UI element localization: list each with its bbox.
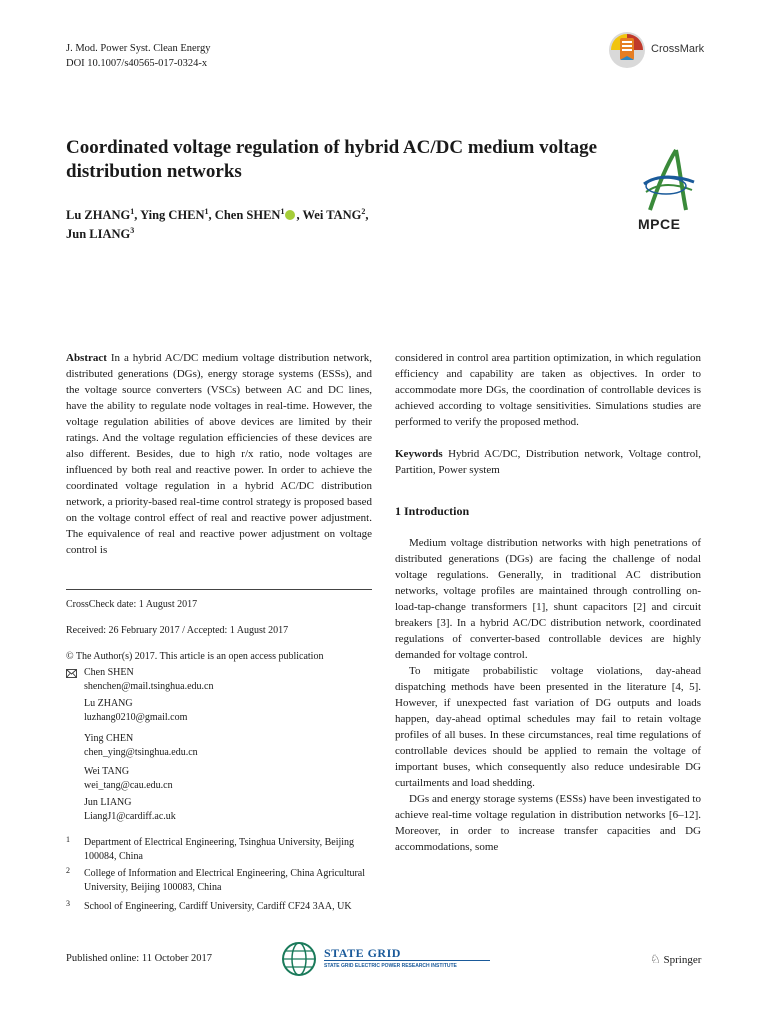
affiliation-ref: 2	[361, 207, 366, 216]
author-list: Lu ZHANG$^1$, Ying CHEN$^1$, Chen SHEN$^1$ , Wei TANG$^2$, Jun LIANG$^3$	[66, 207, 369, 242]
stategrid-title: STATE GRID	[324, 946, 401, 960]
affiliation-ref: 3	[130, 226, 135, 236]
crosscheck-date: CrossCheck date: 1 August 2017	[66, 599, 198, 610]
copyright: © The Author(s) 2017. This article is an open access publication	[66, 651, 324, 662]
affiliation-number: 3	[66, 899, 70, 908]
stategrid-subtitle: STATE GRID ELECTRIC POWER RESEARCH INSTITUTE	[324, 963, 457, 969]
right-column	[395, 350, 701, 855]
contact-email[interactable]: chen_ying@tsinghua.edu.cn	[84, 747, 198, 758]
published-date: Published online: 11 October 2017	[66, 953, 213, 964]
journal-name: J. Mod. Power Syst. Clean Energy	[66, 43, 211, 54]
contact-email[interactable]: shenchen@mail.tsinghua.edu.cn	[84, 681, 214, 692]
orcid-icon[interactable]	[285, 210, 295, 220]
crossmark-label: CrossMark	[651, 43, 705, 55]
intro-paragraph: Medium voltage distribution networks with high penetrations of distributed generations (DGs) are facing the challenge of nodal voltage regulations. Generally, in traditional AC distribution networks, voltage profiles are maintained through controlling on-load-tap-change transformers [1], shunt capacitors [2] and circuit breakers [3]. In a hybrid AC/DC distribution network, coordinated regulations of converter-based controllable devices are highly demanded for voltage control.	[395, 537, 701, 661]
section-heading: 1 Introduction	[395, 504, 470, 518]
affiliation-text: School of Engineering, Cardiff University, Cardiff CF24 3AA, UK	[84, 901, 352, 912]
correspondence	[66, 666, 376, 694]
received-accepted: Received: 26 February 2017 / Accepted: 1 August 2017	[66, 625, 289, 636]
affiliation-text: Department of Electrical Engineering, Tsinghua University, Beijing 100084, China	[84, 837, 355, 862]
contact-name: Chen SHEN	[84, 667, 134, 678]
author-name[interactable]: Ying CHEN	[140, 208, 205, 223]
contact	[66, 732, 376, 760]
abstract-label: Abstract	[66, 352, 107, 364]
affiliation-ref: 1	[204, 207, 209, 216]
abstract-continued: considered in control area partition optimization, in which regulation efficiency and capability are taken as objectives. In order to accommodate more DGs, the coordination of controllable devices is achieved according to voltage sensitivities. Simulations studies are performed to verify the proposed method.	[395, 352, 701, 428]
journal-header	[66, 41, 210, 71]
envelope-icon	[66, 669, 77, 678]
affiliation-ref: 1	[280, 207, 285, 216]
affiliation	[66, 900, 376, 914]
affiliation	[66, 836, 376, 864]
contact-email[interactable]: wei_tang@cau.edu.cn	[84, 780, 173, 791]
affiliation-text: College of Information and Electrical Engineering, China Agricultural University, Beijing 100083, China	[84, 868, 366, 893]
affiliation	[66, 867, 376, 895]
affiliation-ref: 1	[130, 207, 135, 216]
contact-name: Jun LIANG	[84, 797, 132, 808]
stategrid-rule	[324, 960, 490, 961]
author-name[interactable]: Lu ZHANG	[66, 208, 131, 223]
mpce-emblem-icon	[636, 146, 702, 216]
keywords-label: Keywords	[395, 448, 443, 460]
doi[interactable]: DOI 10.1007/s40565-017-0324-x	[66, 58, 208, 69]
abstract-text: In a hybrid AC/DC medium voltage distribution network, distributed generations (DGs), energy storage systems (ESSs), and the voltage source converters (VSCs) between AC and DC lines, have the ability to regulate node voltages in real-time. However, the voltage regulation abilities of above devices are limited by their ratings. And the voltage regulation efficiencies of these devices are also different. Besides, due to high r/x ratio, node voltages are influenced by both real and reactive power. In order to achieve the coordinated voltage regulation in a hybrid AC/DC distribution network, a priority-based real-time control strategy is proposed based on the voltage control effect of real and reactive power adjustment. The equivalence of real and reactive power adjustment on voltage control is	[66, 352, 372, 556]
abstract-left	[66, 350, 372, 558]
author-name[interactable]: Chen SHEN	[214, 208, 281, 223]
intro-paragraph: DGs and energy storage systems (ESSs) have been investigated to achieve real-time voltage regulation in distribution networks [6–12]. Moreover, in order to increase transfer capacities and DG accommodations, some	[395, 793, 701, 853]
contact-email[interactable]: luzhang0210@gmail.com	[84, 712, 188, 723]
crossmark-icon	[607, 30, 647, 70]
contact-name: Lu ZHANG	[84, 698, 133, 709]
contact	[66, 697, 376, 725]
author-name[interactable]: Jun LIANG	[66, 227, 131, 242]
keywords-text: Hybrid AC/DC, Distribution network, Voltage control, Partition, Power system	[395, 448, 702, 476]
springer-logo	[650, 952, 701, 967]
mpce-label: MPCE	[638, 216, 681, 232]
affiliation-number: 1	[66, 835, 70, 844]
contact-email[interactable]: LiangJ1@cardiff.ac.uk	[84, 811, 176, 822]
divider	[66, 589, 372, 590]
contact	[66, 765, 376, 793]
springer-horse-icon: ♘	[650, 952, 661, 966]
contact-name: Ying CHEN	[84, 733, 134, 744]
article-title: Coordinated voltage regulation of hybrid AC/DC medium voltage distribution networks	[66, 137, 598, 182]
publisher-name: Springer	[663, 954, 702, 966]
affiliation-number: 2	[66, 866, 70, 875]
mpce-logo	[636, 146, 702, 236]
stategrid-logo	[280, 940, 495, 980]
globe-icon	[280, 940, 318, 978]
author-name[interactable]: Wei TANG	[302, 208, 362, 223]
contact-name: Wei TANG	[84, 766, 130, 777]
intro-paragraph: To mitigate probabilistic voltage violations, day-ahead dispatching methods have been presented in the literature [4, 5]. However, if unexpected fast variation of DG outputs and loads happen, day-ahead optimal schedules may fail to retain voltage profiles of all buses. In these circumstances, real time regulations of controllable devices should be applied to remain the voltage of important buses, which consequently also reduce undesirable DG curtailments and load shedding.	[395, 665, 701, 789]
crossmark-badge[interactable]	[607, 30, 717, 70]
contact	[66, 796, 376, 824]
